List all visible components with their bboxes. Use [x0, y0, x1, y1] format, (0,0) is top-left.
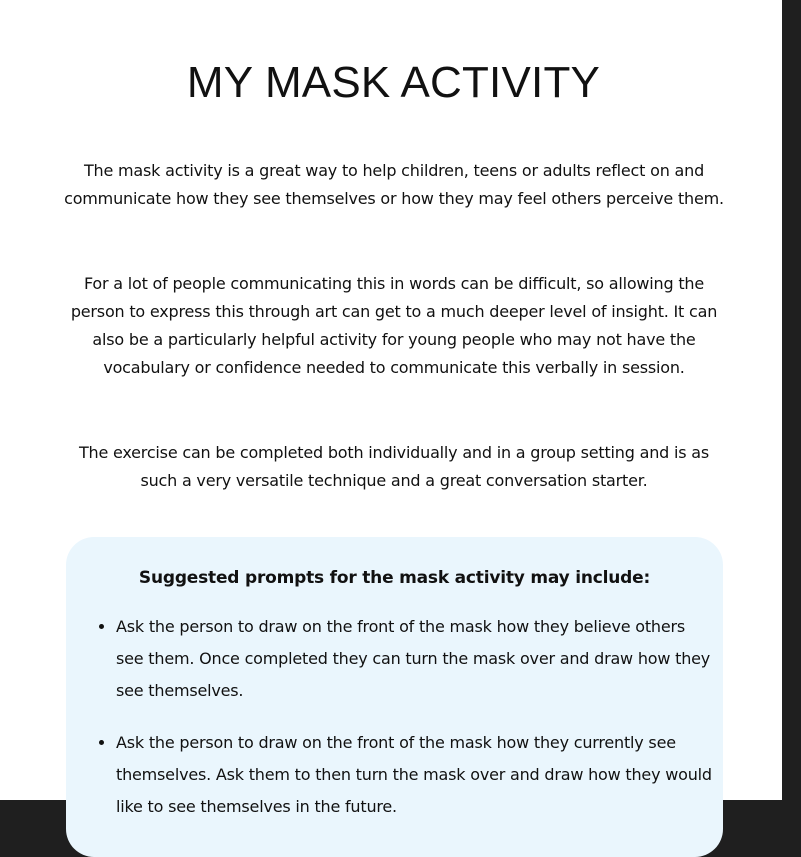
prompts-heading: Suggested prompts for the mask activity may include:: [138, 568, 651, 588]
scrollbar[interactable]: [782, 0, 801, 800]
intro-paragraph: The mask activity is a great way to help children, teens or adults reflect on and communicate how they see themselves or how they may feel others perceive them.: [64, 161, 724, 208]
intro-paragraph: The exercise can be completed both individually and in a group setting and is as such a very versatile technique and a great conversation starter.: [78, 443, 709, 490]
list-item: • Ask the person to draw on the front of the mask how they believe others see them. Once completed they can turn the mask over and draw how they see themselves.: [116, 611, 716, 707]
prompts-list: [96, 611, 716, 843]
intro-paragraph: For a lot of people communicating this in words can be difficult, so allowing the person to express this through art can get to a much deeper level of insight. It can also be a particularly helpful activity for young people who may not have the vocabulary or confidence needed to communicate this verbally in session.: [70, 274, 718, 377]
page-title: MY MASK ACTIVITY: [186, 58, 601, 107]
prompts-box: [66, 537, 723, 857]
list-item: • Ask the person to draw on the front of the mask how they currently see themselves. Ask them to then turn the mask over and draw how they would like to see themselves in the future.: [116, 727, 716, 823]
